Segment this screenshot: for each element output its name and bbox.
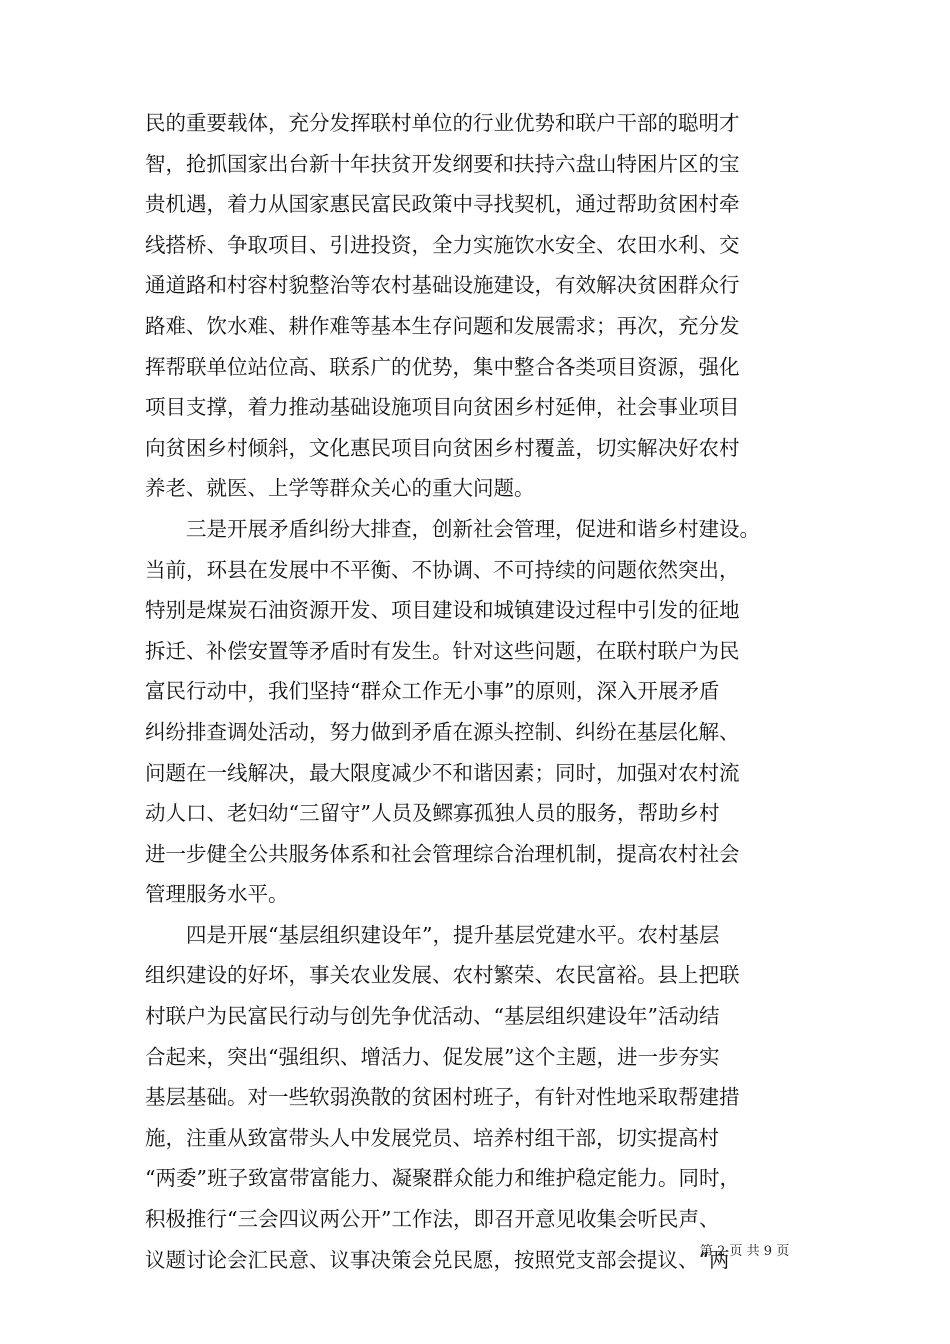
text-line-27: “两委”班子致富带富能力、凝聚群众能力和维护稳定能力。同时， <box>145 1166 740 1191</box>
page-number-footer: 第 2 页 共 9 页 <box>700 1244 790 1259</box>
text-line-14: 拆迁、补偿安置等矛盾时有发生。针对这些问题，在联村联户为民 <box>145 638 740 663</box>
text-line-18: 动人口、老妇幼“三留守”人员及鳏寡孤独人员的服务，帮助乡村 <box>145 801 720 826</box>
text-line-29: 议题讨论会汇民意、议事决策会兑民愿，按照党支部会提议、“两 <box>145 1247 730 1272</box>
text-line-1: 民的重要载体，充分发挥联村单位的行业优势和联户干部的聪明才 <box>145 111 740 135</box>
text-line-23: 村联户为民富民行动与创先争优活动、“基层组织建设年”活动结 <box>145 1004 720 1029</box>
text-line-4: 线搭桥、争取项目、引进投资，全力实施饮水安全、农田水利、交 <box>145 232 740 257</box>
document-body <box>145 103 825 1280</box>
text-line-13: 特别是煤炭石油资源开发、项目建设和城镇建设过程中引发的征地 <box>145 598 740 623</box>
text-line-15: 富民行动中，我们坚持“群众工作无小事”的原则，深入开展矛盾 <box>145 679 720 704</box>
text-line-25: 基层基础。对一些软弱涣散的贫困村班子，有针对性地采取帮建措 <box>145 1085 740 1110</box>
text-line-11: 三是开展矛盾纠纷大排查，创新社会管理，促进和谐乡村建设。 <box>145 516 760 541</box>
text-line-22: 组织建设的好坏，事关农业发展、农村繁荣、农民富裕。县上把联 <box>145 963 740 988</box>
text-line-26: 施，注重从致富带头人中发展党员、培养村组干部，切实提高村 <box>145 1125 719 1150</box>
text-line-8: 项目支撑，着力推动基础设施项目向贫困乡村延伸，社会事业项目 <box>145 395 740 420</box>
text-line-12: 当前，环县在发展中不平衡、不协调、不可持续的问题依然突出， <box>145 557 740 582</box>
text-line-28: 积极推行“三会四议两公开”工作法，即召开意见收集会听民声、 <box>145 1207 720 1232</box>
text-line-7: 挥帮联单位站位高、联系广的优势，集中整合各类项目资源，强化 <box>145 354 740 379</box>
text-line-10: 养老、就医、上学等群众关心的重大问题。 <box>145 476 535 501</box>
text-line-19: 进一步健全公共服务体系和社会管理综合治理机制，提高农村社会 <box>145 841 740 866</box>
text-line-6: 路难、饮水难、耕作难等基本生存问题和发展需求；再次，充分发 <box>145 313 740 338</box>
text-line-17: 问题在一线解决，最大限度减少不和谐因素；同时，加强对农村流 <box>145 760 740 785</box>
text-line-21: 四是开展“基层组织建设年”，提升基层党建水平。农村基层 <box>145 922 720 947</box>
text-line-16: 纠纷排查调处活动，努力做到矛盾在源头控制、纠纷在基层化解、 <box>145 719 740 744</box>
text-line-9: 向贫困乡村倾斜，文化惠民项目向贫困乡村覆盖，切实解决好农村 <box>145 435 740 460</box>
text-line-24: 合起来，突出“强组织、增活力、促发展”这个主题，进一步夯实 <box>145 1044 720 1069</box>
text-line-2: 智，抢抓国家出台新十年扶贫开发纲要和扶持六盘山特困片区的宝 <box>145 151 740 176</box>
text-line-3: 贵机遇，着力从国家惠民富民政策中寻找契机，通过帮助贫困村牵 <box>145 192 740 217</box>
text-line-5: 通道路和村容村貌整治等农村基础设施建设，有效解决贫困群众行 <box>145 273 740 298</box>
text-line-20: 管理服务水平。 <box>145 882 289 907</box>
